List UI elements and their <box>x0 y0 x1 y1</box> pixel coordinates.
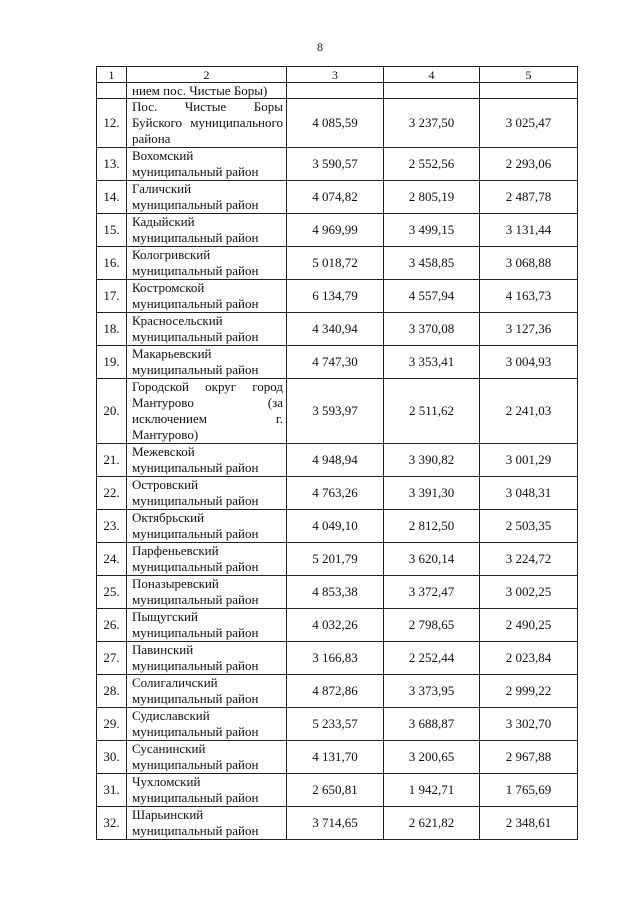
value-col-3: 3 593,97 <box>287 379 384 444</box>
row-number: 14. <box>97 181 127 214</box>
column-header: 3 <box>287 67 384 83</box>
municipality-name: Кологривский муниципальный район <box>127 247 287 280</box>
municipality-name: Макарьевский муниципальный район <box>127 346 287 379</box>
municipality-name: Парфеньевский муниципальный район <box>127 543 287 576</box>
table-row <box>97 99 578 148</box>
value-col-3: 4 872,86 <box>287 675 384 708</box>
value-col-4: 3 391,30 <box>384 477 480 510</box>
table-row <box>97 280 578 313</box>
column-header: 4 <box>384 67 480 83</box>
row-number: 22. <box>97 477 127 510</box>
municipality-name: Пос. Чистые Боры Буйского муниципального района <box>127 99 287 148</box>
value-col-5: 3 127,36 <box>480 313 578 346</box>
table-row <box>97 510 578 543</box>
row-number: 20. <box>97 379 127 444</box>
continuation-text: нием пос. Чистые Боры) <box>127 83 287 99</box>
municipality-name: Пыщугский муниципальный район <box>127 609 287 642</box>
value-col-5: 3 131,44 <box>480 214 578 247</box>
table-row <box>97 148 578 181</box>
value-col-3: 6 134,79 <box>287 280 384 313</box>
value-col-5: 3 004,93 <box>480 346 578 379</box>
table-cell <box>480 83 578 99</box>
row-number: 24. <box>97 543 127 576</box>
value-col-3: 4 131,70 <box>287 741 384 774</box>
value-col-5: 3 224,72 <box>480 543 578 576</box>
municipality-name: Шарьинский муниципальный район <box>127 807 287 840</box>
value-col-5: 2 503,35 <box>480 510 578 543</box>
municipality-name: Поназыревский муниципальный район <box>127 576 287 609</box>
row-number: 25. <box>97 576 127 609</box>
row-number: 27. <box>97 642 127 675</box>
row-number: 18. <box>97 313 127 346</box>
municipality-name: Кадыйский муниципальный район <box>127 214 287 247</box>
header-row <box>97 67 578 83</box>
table-row <box>97 774 578 807</box>
value-col-5: 2 487,78 <box>480 181 578 214</box>
value-col-5: 2 241,03 <box>480 379 578 444</box>
value-col-4: 4 557,94 <box>384 280 480 313</box>
value-col-5: 3 302,70 <box>480 708 578 741</box>
row-number: 29. <box>97 708 127 741</box>
table-row <box>97 807 578 840</box>
value-col-4: 2 511,62 <box>384 379 480 444</box>
municipality-name: Межевской муниципальный район <box>127 444 287 477</box>
municipality-name: Чухломский муниципальный район <box>127 774 287 807</box>
row-number: 32. <box>97 807 127 840</box>
value-col-3: 4 853,38 <box>287 576 384 609</box>
value-col-3: 5 233,57 <box>287 708 384 741</box>
table-row <box>97 214 578 247</box>
value-col-3: 4 032,26 <box>287 609 384 642</box>
table-row <box>97 181 578 214</box>
value-col-4: 3 237,50 <box>384 99 480 148</box>
row-number: 15. <box>97 214 127 247</box>
value-col-4: 3 458,85 <box>384 247 480 280</box>
table-row <box>97 609 578 642</box>
municipality-name: Красносельский муниципальный район <box>127 313 287 346</box>
value-col-4: 3 620,14 <box>384 543 480 576</box>
value-col-3: 2 650,81 <box>287 774 384 807</box>
municipality-name: Солигаличский муниципальный район <box>127 675 287 708</box>
value-col-5: 2 967,88 <box>480 741 578 774</box>
table-row <box>97 543 578 576</box>
municipality-name: Костромской муниципальный район <box>127 280 287 313</box>
column-header: 2 <box>127 67 287 83</box>
row-number: 28. <box>97 675 127 708</box>
table-row <box>97 708 578 741</box>
municipality-name: Городской округ город Мантурово (за исключением г. Мантурово) <box>127 379 287 444</box>
value-col-5: 3 048,31 <box>480 477 578 510</box>
value-col-5: 2 293,06 <box>480 148 578 181</box>
value-col-4: 2 798,65 <box>384 609 480 642</box>
value-col-4: 3 373,95 <box>384 675 480 708</box>
municipality-name: Галичский муниципальный район <box>127 181 287 214</box>
table-row <box>97 379 578 444</box>
value-col-5: 3 002,25 <box>480 576 578 609</box>
value-col-3: 4 074,82 <box>287 181 384 214</box>
value-col-3: 4 049,10 <box>287 510 384 543</box>
value-col-3: 3 166,83 <box>287 642 384 675</box>
value-col-4: 3 200,65 <box>384 741 480 774</box>
column-header: 5 <box>480 67 578 83</box>
row-number: 31. <box>97 774 127 807</box>
value-col-5: 1 765,69 <box>480 774 578 807</box>
page-number: 8 <box>317 40 323 54</box>
table-row <box>97 576 578 609</box>
row-number: 21. <box>97 444 127 477</box>
row-number: 13. <box>97 148 127 181</box>
row-number: 30. <box>97 741 127 774</box>
value-col-3: 4 969,99 <box>287 214 384 247</box>
value-col-3: 3 714,65 <box>287 807 384 840</box>
value-col-5: 4 163,73 <box>480 280 578 313</box>
value-col-5: 2 348,61 <box>480 807 578 840</box>
value-col-3: 4 747,30 <box>287 346 384 379</box>
value-col-3: 4 340,94 <box>287 313 384 346</box>
value-col-3: 4 763,26 <box>287 477 384 510</box>
value-col-5: 2 490,25 <box>480 609 578 642</box>
value-col-5: 2 023,84 <box>480 642 578 675</box>
value-col-4: 3 390,82 <box>384 444 480 477</box>
value-col-5: 3 025,47 <box>480 99 578 148</box>
value-col-5: 3 001,29 <box>480 444 578 477</box>
value-col-5: 2 999,22 <box>480 675 578 708</box>
value-col-3: 4 948,94 <box>287 444 384 477</box>
value-col-4: 2 252,44 <box>384 642 480 675</box>
row-number: 19. <box>97 346 127 379</box>
municipality-name: Октябрьский муниципальный район <box>127 510 287 543</box>
table-row <box>97 675 578 708</box>
table-cell <box>384 83 480 99</box>
value-col-3: 4 085,59 <box>287 99 384 148</box>
row-number: 12. <box>97 99 127 148</box>
column-header: 1 <box>97 67 127 83</box>
table-row <box>97 346 578 379</box>
municipality-name: Вохомский муниципальный район <box>127 148 287 181</box>
value-col-3: 3 590,57 <box>287 148 384 181</box>
value-col-4: 3 370,08 <box>384 313 480 346</box>
value-col-4: 2 621,82 <box>384 807 480 840</box>
row-number: 16. <box>97 247 127 280</box>
value-col-4: 3 499,15 <box>384 214 480 247</box>
table-row <box>97 444 578 477</box>
value-col-4: 3 353,41 <box>384 346 480 379</box>
table-row <box>97 741 578 774</box>
table-row <box>97 247 578 280</box>
value-col-4: 3 372,47 <box>384 576 480 609</box>
municipality-name: Сусанинский муниципальный район <box>127 741 287 774</box>
value-col-4: 3 688,87 <box>384 708 480 741</box>
table-row <box>97 477 578 510</box>
municipality-name: Островский муниципальный район <box>127 477 287 510</box>
value-col-4: 2 805,19 <box>384 181 480 214</box>
row-number: 17. <box>97 280 127 313</box>
municipality-name: Судиславский муниципальный район <box>127 708 287 741</box>
value-col-4: 2 812,50 <box>384 510 480 543</box>
value-col-3: 5 018,72 <box>287 247 384 280</box>
row-number: 26. <box>97 609 127 642</box>
table-row <box>97 313 578 346</box>
table-row <box>97 642 578 675</box>
data-table <box>96 66 578 840</box>
continuation-row <box>97 83 578 99</box>
municipality-name: Павинский муниципальный район <box>127 642 287 675</box>
value-col-4: 1 942,71 <box>384 774 480 807</box>
table-cell <box>97 83 127 99</box>
row-number: 23. <box>97 510 127 543</box>
table-cell <box>287 83 384 99</box>
value-col-5: 3 068,88 <box>480 247 578 280</box>
value-col-3: 5 201,79 <box>287 543 384 576</box>
value-col-4: 2 552,56 <box>384 148 480 181</box>
